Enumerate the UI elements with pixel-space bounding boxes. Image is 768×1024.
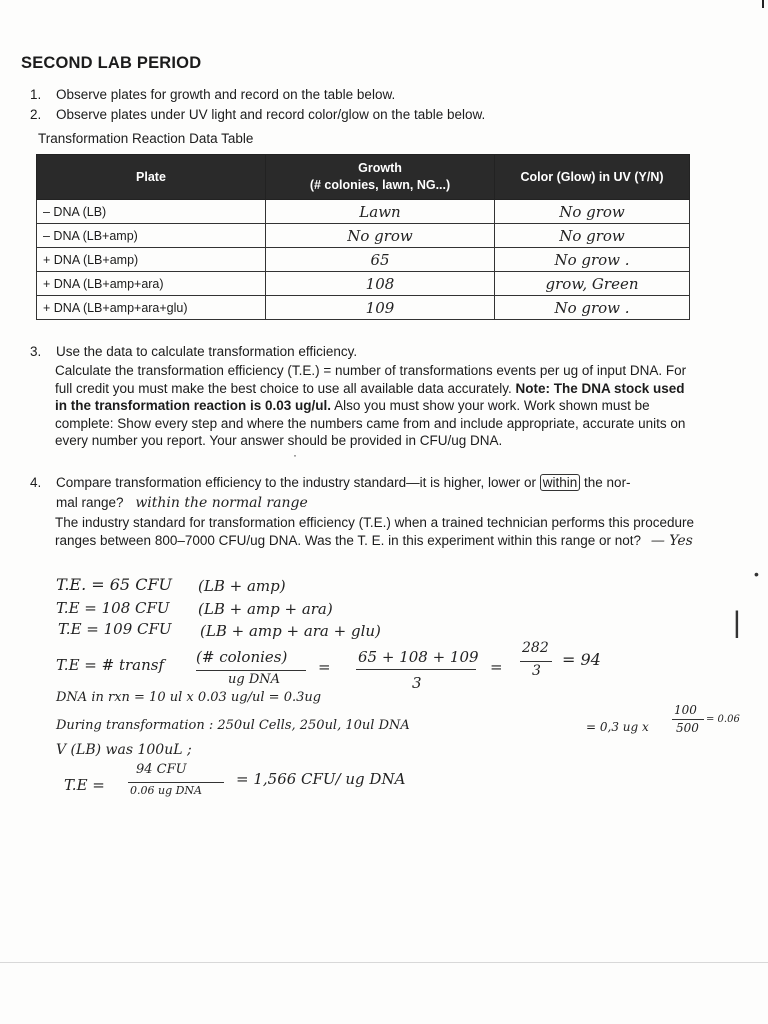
equals-sign: = [318,658,331,676]
growth-cell: No grow [266,224,495,248]
te-denominator: 0.06 ug DNA [130,784,202,797]
handwritten-answer-yes: — Yes [650,532,693,549]
growth-cell: 65 [266,248,495,272]
work-line-8: T.E = [64,776,105,794]
margin-mark: | [733,606,741,639]
margin-dot: • [754,566,759,582]
industry-text: The industry standard for transformation efficiency (T.E.) when a trained technician performs this procedure ranges between 800–7000 CFU/ug DNA. Was the T. E. in this experiment within this range or not? [55,515,695,548]
work-line-1-note: (LB + amp) [198,577,286,595]
table-title: Transformation Reaction Data Table [38,131,254,146]
header-color: Color (Glow) in UV (Y/N) [495,155,690,200]
plate-cell: + DNA (LB+amp) [37,248,266,272]
work-line-2-note: (LB + amp + ara) [198,600,333,618]
dna-stock-note: Note: The DNA stock used in the transformation reaction is 0.03 ug/ul. [55,380,685,413]
total-denominator: 3 [532,663,541,679]
plate-cell: + DNA (LB+amp+ara) [37,272,266,296]
growth-cell: Lawn [266,200,495,224]
work-line-7: V (LB) was 100uL ; [56,742,192,758]
plate-cell: – DNA (LB) [37,200,266,224]
work-line-3-note: (LB + amp + ara + glu) [200,622,381,640]
header-growth [266,155,495,200]
table-row [37,248,690,272]
header-growth-title: Growth [358,161,402,175]
table-row [37,296,690,320]
table-header-row [37,155,690,200]
work-line-2: T.E = 108 CFU [56,599,170,617]
instructions-text-2: Also you must show your work. Work shown must be complete: Show every step and where the numbers came from and include appropriate, accurate units on every number you report. Your answer should be provided in CFU/ug DNA. [55,398,686,448]
section-heading: SECOND LAB PERIOD [21,54,202,72]
te-numerator: 94 CFU [136,762,187,777]
question-text: Compare transformation efficiency to the industry standard—it is higher, lower or [56,475,536,490]
plate-cell: – DNA (LB+amp) [37,224,266,248]
fraction-bar [356,669,476,670]
work-line-5: DNA in rxn = 10 ul x 0.03 ug/ul = 0.3ug [56,690,322,705]
table-row [37,272,690,296]
color-cell: No grow . [495,248,690,272]
plate-cell: + DNA (LB+amp+ara+glu) [37,296,266,320]
color-cell: grow, Green [495,272,690,296]
step-3 [30,343,710,361]
fraction-bar [520,661,552,662]
stray-dot: · [293,448,297,462]
instructions-text: Calculate the transformation efficiency (T.E.) = number of transformations events per ug of input DNA. For full credit you must make the best choice to use all available data accurately. [55,363,687,396]
total-numerator: 282 [522,640,549,656]
color-cell: No grow [495,224,690,248]
step-2 [30,106,710,124]
work-line-6-result: = 0.06 [706,714,740,725]
header-growth-sub: (# colonies, lawn, NG...) [309,178,451,192]
question-text-cont: mal range? [56,495,124,510]
table-row [37,224,690,248]
step-3-instructions [55,362,695,450]
work-line-6-calc: = 0,3 ug x [586,720,649,734]
step-text: Observe plates under UV light and record color/glow on the table below. [56,107,486,122]
sum-denominator: 3 [412,674,422,692]
work-line-4-numerator: (# colonies) [196,648,288,666]
work-line-4-denominator: ug DNA [228,672,281,687]
step-number: 2. [30,107,42,122]
handwritten-answer: within the normal range [135,495,308,511]
step-number: 4. [30,475,42,490]
table-row [37,200,690,224]
fraction-bar [128,782,224,783]
step-4 [30,474,720,492]
growth-cell: 109 [266,296,495,320]
step-text: Observe plates for growth and record on the table below. [56,87,396,102]
step-text [56,474,726,491]
header-plate: Plate [37,155,266,200]
fraction-bar [196,670,306,671]
equals-sign: = [490,658,503,676]
page-edge-mark [762,0,764,8]
step-4-line-2 [56,494,736,516]
fraction-bar [672,719,704,720]
average-result: = 94 [562,650,601,669]
color-cell: No grow [495,200,690,224]
ratio-denominator: 500 [676,721,699,735]
step-number: 1. [30,87,42,102]
work-line-6: During transformation : 250ul Cells, 250ul, 10ul DNA [56,718,410,733]
transformation-data-table [36,154,690,320]
circled-answer: within [540,474,581,491]
industry-standard-paragraph [55,514,695,550]
work-line-4: T.E = # transf [56,656,165,674]
final-answer: = 1,566 CFU/ ug DNA [236,770,406,788]
page-bottom-edge [0,962,768,963]
color-cell: No grow . [495,296,690,320]
sum-numerator: 65 + 108 + 109 [358,648,479,666]
work-line-3: T.E = 109 CFU [58,620,172,638]
question-text-end: the nor- [584,475,631,490]
step-1 [30,86,710,104]
step-number: 3. [30,344,42,359]
growth-cell: 108 [266,272,495,296]
work-line-1: T.E. = 65 CFU [56,575,173,594]
ratio-numerator: 100 [674,703,697,717]
step-text: Use the data to calculate transformation efficiency. [56,344,358,359]
